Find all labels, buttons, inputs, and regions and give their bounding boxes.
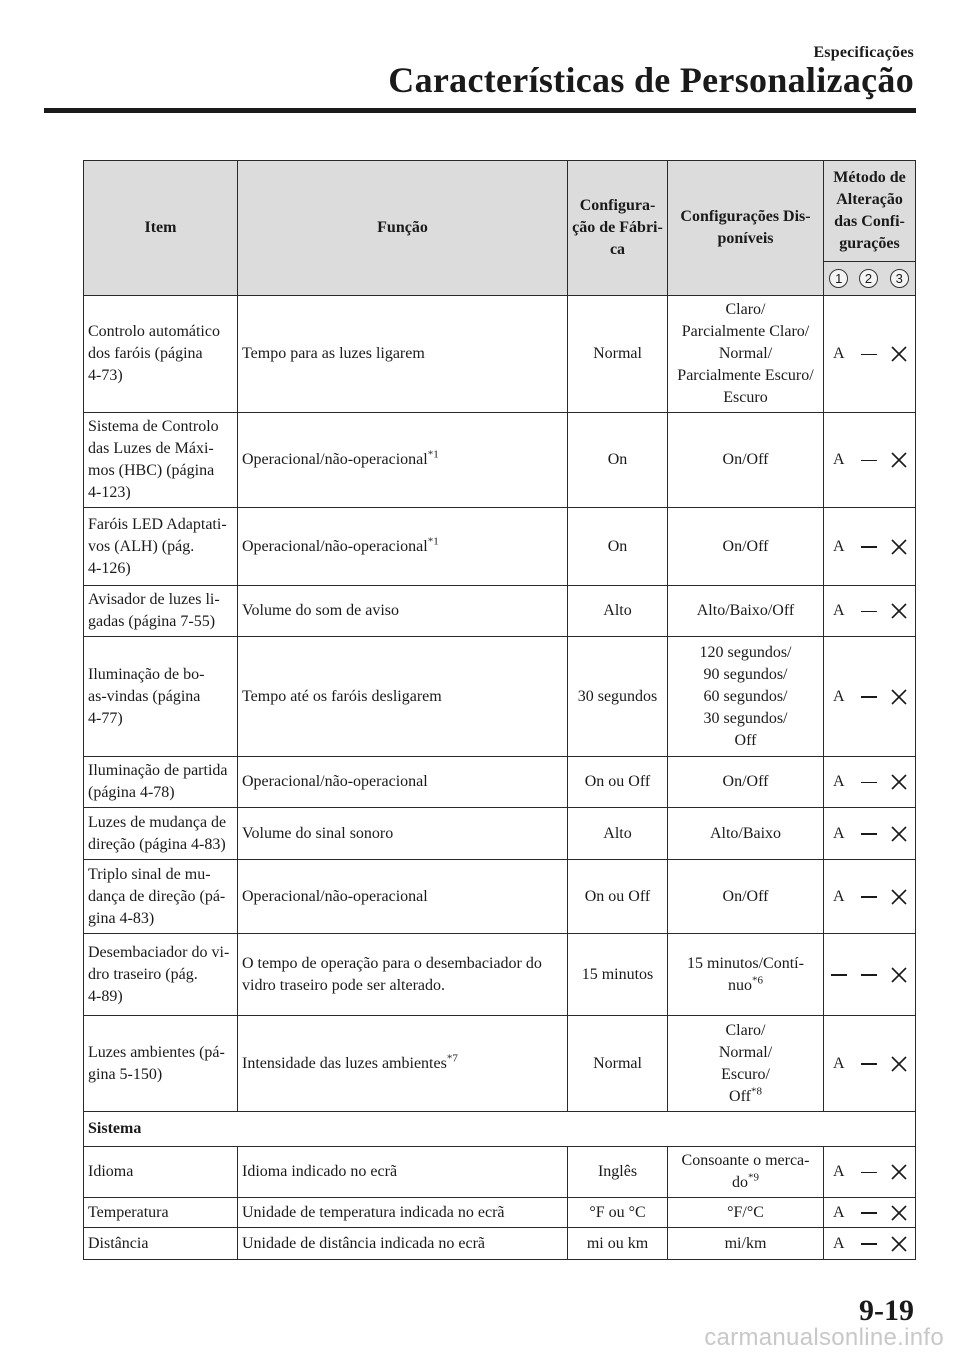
cell-method-3 — [884, 1147, 916, 1198]
cell-function: Intensidade das luzes ambientes$^{*7}$ — [238, 1016, 568, 1112]
cell-factory: Alto — [568, 586, 668, 637]
cell-available: 120 segundos/ 90 segundos/ 60 segundos/ 30 segundos/ Off — [668, 637, 824, 757]
cell-factory: On — [568, 508, 668, 586]
cell-method-1: A — [824, 296, 854, 413]
cell-method-1: A — [824, 1016, 854, 1112]
cell-item: Luzes de mudança de direção (página 4-83) — [84, 808, 238, 860]
table-row — [84, 508, 916, 586]
table-row — [84, 757, 916, 808]
cell-item: Temperatura — [84, 1198, 238, 1228]
cell-method-2 — [854, 296, 884, 413]
cell-function: Tempo para as luzes ligarem — [238, 296, 568, 413]
cell-method-2 — [854, 757, 884, 808]
cell-method-1 — [824, 934, 854, 1016]
dash-mark — [861, 896, 877, 898]
cell-method-3 — [884, 296, 916, 413]
not-available-icon — [889, 344, 909, 364]
cell-factory: Alto — [568, 808, 668, 860]
col-header-method: Método de Alteração das Confi- gurações — [824, 161, 916, 262]
dash-mark — [861, 782, 877, 784]
method-col-3: 3 — [884, 262, 916, 296]
dash-mark — [861, 833, 877, 835]
col-header-factory: Configura- ção de Fábri- ca — [568, 161, 668, 296]
cell-method-3 — [884, 586, 916, 637]
cell-method-1: A — [824, 1147, 854, 1198]
cell-item: Distância — [84, 1228, 238, 1260]
cell-factory: °F ou °C — [568, 1198, 668, 1228]
page-number: 9-19 — [859, 1294, 914, 1327]
cell-function: Unidade de temperatura indicada no ecrã — [238, 1198, 568, 1228]
cell-available: On/Off — [668, 508, 824, 586]
cell-function: O tempo de operação para o desembaciador do vidro traseiro pode ser alterado. — [238, 934, 568, 1016]
dash-mark — [861, 1243, 877, 1245]
table-row — [84, 934, 916, 1016]
cell-factory: Normal — [568, 296, 668, 413]
cell-factory: mi ou km — [568, 1228, 668, 1260]
dash-mark — [861, 1172, 877, 1174]
cell-available: Alto/Baixo — [668, 808, 824, 860]
cell-factory: On ou Off — [568, 757, 668, 808]
cell-method-2 — [854, 508, 884, 586]
cell-item: Faróis LED Adaptati- vos (ALH) (pág. 4-126) — [84, 508, 238, 586]
cell-item: Luzes ambientes (pá- gina 5-150) — [84, 1016, 238, 1112]
cell-factory: On ou Off — [568, 860, 668, 934]
cell-function: Idioma indicado no ecrã — [238, 1147, 568, 1198]
not-available-icon — [889, 772, 909, 792]
cell-item: Triplo sinal de mu- dança de direção (pá- gina 4-83) — [84, 860, 238, 934]
cell-method-2 — [854, 934, 884, 1016]
cell-method-3 — [884, 1016, 916, 1112]
cell-method-1: A — [824, 413, 854, 508]
cell-available: On/Off — [668, 860, 824, 934]
table-row — [84, 296, 916, 413]
cell-item: Idioma — [84, 1147, 238, 1198]
not-available-icon — [889, 1054, 909, 1074]
table-row — [84, 1198, 916, 1228]
cell-method-1: A — [824, 508, 854, 586]
cell-method-1: A — [824, 1198, 854, 1228]
cell-method-3 — [884, 1228, 916, 1260]
cell-method-3 — [884, 1198, 916, 1228]
not-available-icon — [889, 601, 909, 621]
table-row — [84, 413, 916, 508]
dash-mark — [861, 974, 877, 976]
cell-method-2 — [854, 586, 884, 637]
cell-method-2 — [854, 860, 884, 934]
cell-item: Iluminação de partida (página 4-78) — [84, 757, 238, 808]
page-title: Características de Personalização — [388, 60, 914, 100]
cell-method-2 — [854, 808, 884, 860]
cell-factory: 15 minutos — [568, 934, 668, 1016]
not-available-icon — [889, 537, 909, 557]
cell-factory: 30 segundos — [568, 637, 668, 757]
col-header-item: Item — [84, 161, 238, 296]
cell-item: Avisador de luzes li- gadas (página 7-55) — [84, 586, 238, 637]
col-header-available: Configurações Dis- poníveis — [668, 161, 824, 296]
cell-available: Claro/ Normal/ Escuro/ Off$^{*8}$ — [668, 1016, 824, 1112]
dash-mark — [861, 696, 877, 698]
table-row — [84, 1016, 916, 1112]
not-available-icon — [889, 887, 909, 907]
cell-method-1: A — [824, 586, 854, 637]
cell-method-2 — [854, 1198, 884, 1228]
dash-mark — [861, 1063, 877, 1065]
cell-item: Sistema de Controlo das Luzes de Máxi- mos (HBC) (página 4-123) — [84, 413, 238, 508]
cell-function: Operacional/não-operacional — [238, 757, 568, 808]
cell-factory: Normal — [568, 1016, 668, 1112]
table-body — [84, 296, 916, 1260]
dash-mark — [831, 974, 847, 976]
not-available-icon — [889, 1234, 909, 1254]
cell-method-3 — [884, 808, 916, 860]
dash-mark — [861, 354, 877, 356]
table-row — [84, 1147, 916, 1198]
dash-mark — [861, 546, 877, 548]
method-col-1: 1 — [824, 262, 854, 296]
watermark: carmanualsonline.info — [704, 1324, 944, 1351]
cell-available: mi/km — [668, 1228, 824, 1260]
cell-function: Operacional/não-operacional$^{*1}$ — [238, 508, 568, 586]
cell-method-1: A — [824, 808, 854, 860]
cell-method-3 — [884, 757, 916, 808]
not-available-icon — [889, 687, 909, 707]
cell-factory: On — [568, 413, 668, 508]
table-row — [84, 637, 916, 757]
cell-available: Consoante o merca- $do^{*9}$ — [668, 1147, 824, 1198]
dash-mark — [861, 460, 877, 462]
cell-item: Iluminação de bo- as-vindas (página 4-77) — [84, 637, 238, 757]
cell-method-2 — [854, 1228, 884, 1260]
method-col-2: 2 — [854, 262, 884, 296]
customization-table — [83, 160, 916, 1260]
cell-function: Tempo até os faróis desligarem — [238, 637, 568, 757]
table-row — [84, 1228, 916, 1260]
dash-mark — [861, 1212, 877, 1214]
section-label-system: Sistema — [84, 1112, 916, 1147]
cell-item: Controlo automático dos faróis (página 4-73) — [84, 296, 238, 413]
cell-method-2 — [854, 637, 884, 757]
cell-function: Volume do som de aviso — [238, 586, 568, 637]
table-row — [84, 860, 916, 934]
not-available-icon — [889, 824, 909, 844]
col-header-function: Função — [238, 161, 568, 296]
cell-method-1: A — [824, 757, 854, 808]
cell-method-2 — [854, 413, 884, 508]
table-row — [84, 586, 916, 637]
not-available-icon — [889, 1162, 909, 1182]
section-row-system — [84, 1112, 916, 1147]
cell-function: Operacional/não-operacional$^{*1}$ — [238, 413, 568, 508]
cell-method-3 — [884, 860, 916, 934]
cell-available: Alto/Baixo/Off — [668, 586, 824, 637]
cell-method-2 — [854, 1147, 884, 1198]
cell-method-1: A — [824, 1228, 854, 1260]
not-available-icon — [889, 1203, 909, 1223]
header-rule — [44, 108, 916, 113]
cell-available: °F/°C — [668, 1198, 824, 1228]
cell-method-3 — [884, 413, 916, 508]
cell-factory: Inglês — [568, 1147, 668, 1198]
cell-method-3 — [884, 508, 916, 586]
table-row — [84, 808, 916, 860]
cell-method-1: A — [824, 637, 854, 757]
cell-method-3 — [884, 637, 916, 757]
cell-function: Volume do sinal sonoro — [238, 808, 568, 860]
cell-available: 15 minutos/Contí- nuo$^{*6}$ — [668, 934, 824, 1016]
not-available-icon — [889, 965, 909, 985]
dash-mark — [861, 611, 877, 613]
cell-available: On/Off — [668, 413, 824, 508]
not-available-icon — [889, 450, 909, 470]
cell-method-1: A — [824, 860, 854, 934]
cell-method-2 — [854, 1016, 884, 1112]
section-label: Especificações — [813, 44, 914, 61]
cell-method-3 — [884, 934, 916, 1016]
cell-item: Desembaciador do vi- dro traseiro (pág. 4-89) — [84, 934, 238, 1016]
cell-function: Unidade de distância indicada no ecrã — [238, 1228, 568, 1260]
cell-available: Claro/ Parcialmente Claro/ Normal/ Parcialmente Escuro/ Escuro — [668, 296, 824, 413]
cell-available: On/Off — [668, 757, 824, 808]
cell-function: Operacional/não-operacional — [238, 860, 568, 934]
